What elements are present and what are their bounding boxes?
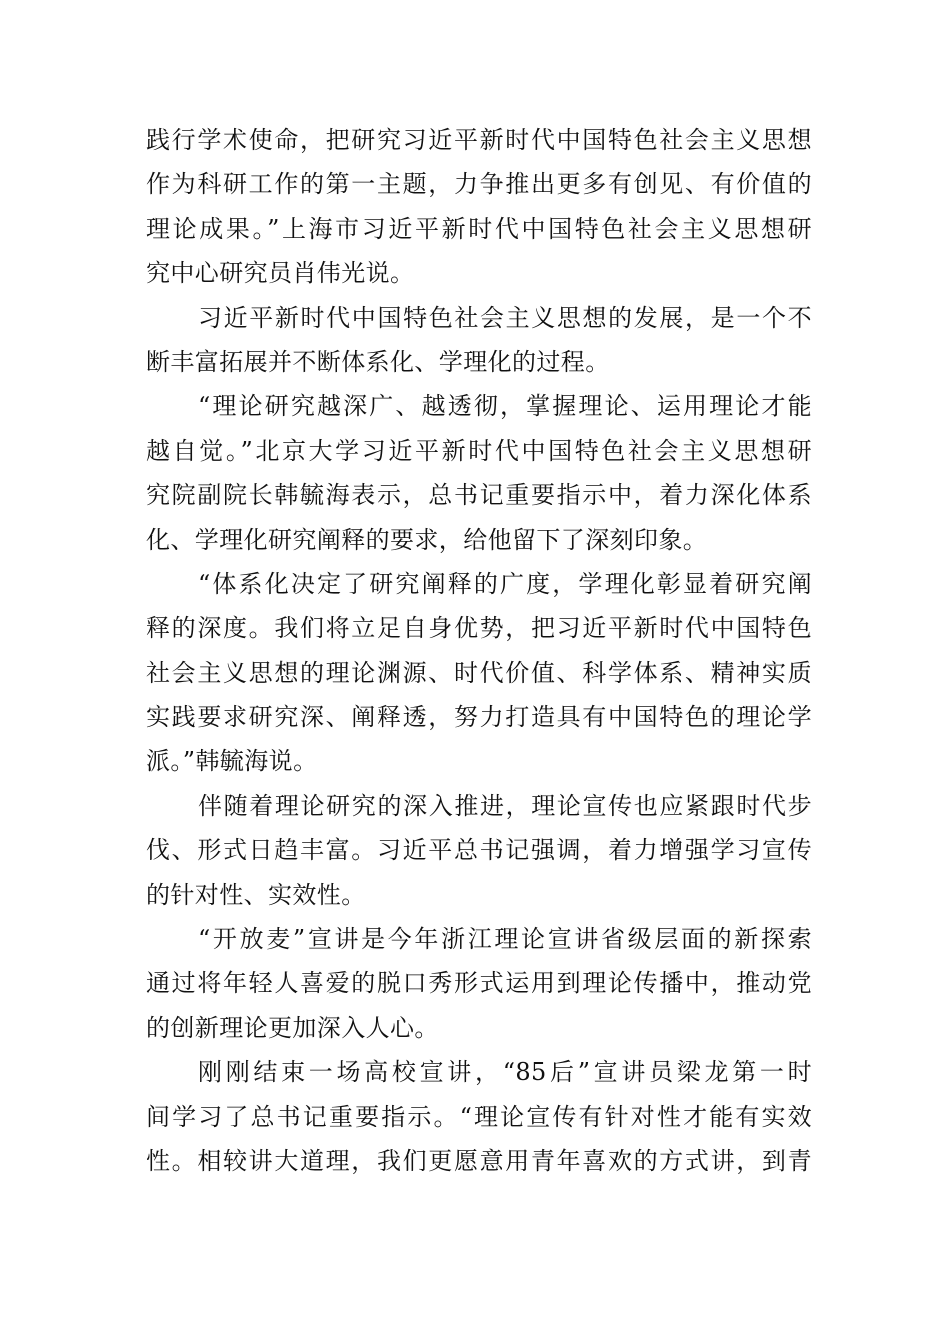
body-text (146, 118, 812, 1183)
text-line: 间学习了总书记重要指示。“理论宣传有针对性才能有实效 (146, 1102, 812, 1131)
text-line: 化、学理化研究阐释的要求，给他留下了深刻印象。 (146, 525, 708, 554)
text-line: 习近平新时代中国特色社会主义思想的发展，是一个不 (198, 303, 812, 332)
text-line: “理论研究越深广、越透彻，掌握理论、运用理论才能 (198, 392, 812, 421)
text-line: 作为科研工作的第一主题，力争推出更多有创见、有价值的 (146, 170, 812, 199)
text-line: 伐、形式日趋丰富。习近平总书记强调，着力增强学习宣传 (146, 836, 812, 865)
text-line: 理论成果。”上海市习近平新时代中国特色社会主义思想研 (146, 214, 812, 243)
text-line: 伴随着理论研究的深入推进，理论宣传也应紧跟时代步 (198, 791, 812, 820)
text-line: 派。”韩毓海说。 (146, 747, 318, 776)
text-line: 性。相较讲大道理，我们更愿意用青年喜欢的方式讲，到青 (146, 1146, 812, 1175)
text-line: 的针对性、实效性。 (146, 880, 366, 909)
text-line: 究中心研究员肖伟光说。 (146, 259, 415, 288)
text-line: 释的深度。我们将立足自身优势，把习近平新时代中国特色 (146, 614, 812, 643)
text-line: 通过将年轻人喜爱的脱口秀形式运用到理论传播中，推动党 (146, 969, 812, 998)
text-line: “开放麦”宣讲是今年浙江理论宣讲省级层面的新探索 (198, 925, 812, 954)
text-line: 刚刚结束一场高校宣讲，“85后”宣讲员梁龙第一时 (198, 1058, 812, 1087)
text-line: 越自觉。”北京大学习近平新时代中国特色社会主义思想研 (146, 436, 812, 465)
text-line: 社会主义思想的理论渊源、时代价值、科学体系、精神实质 (146, 658, 812, 687)
text-line: 实践要求研究深、阐释透，努力打造具有中国特色的理论学 (146, 703, 812, 732)
text-line: 的创新理论更加深入人心。 (146, 1013, 439, 1042)
text-line: “体系化决定了研究阐释的广度，学理化彰显着研究阐 (198, 569, 812, 598)
text-line: 践行学术使命，把研究习近平新时代中国特色社会主义思想 (146, 126, 812, 154)
text-line: 断丰富拓展并不断体系化、学理化的过程。 (146, 347, 610, 376)
text-line: 究院副院长韩毓海表示，总书记重要指示中，着力深化体系 (146, 481, 812, 510)
